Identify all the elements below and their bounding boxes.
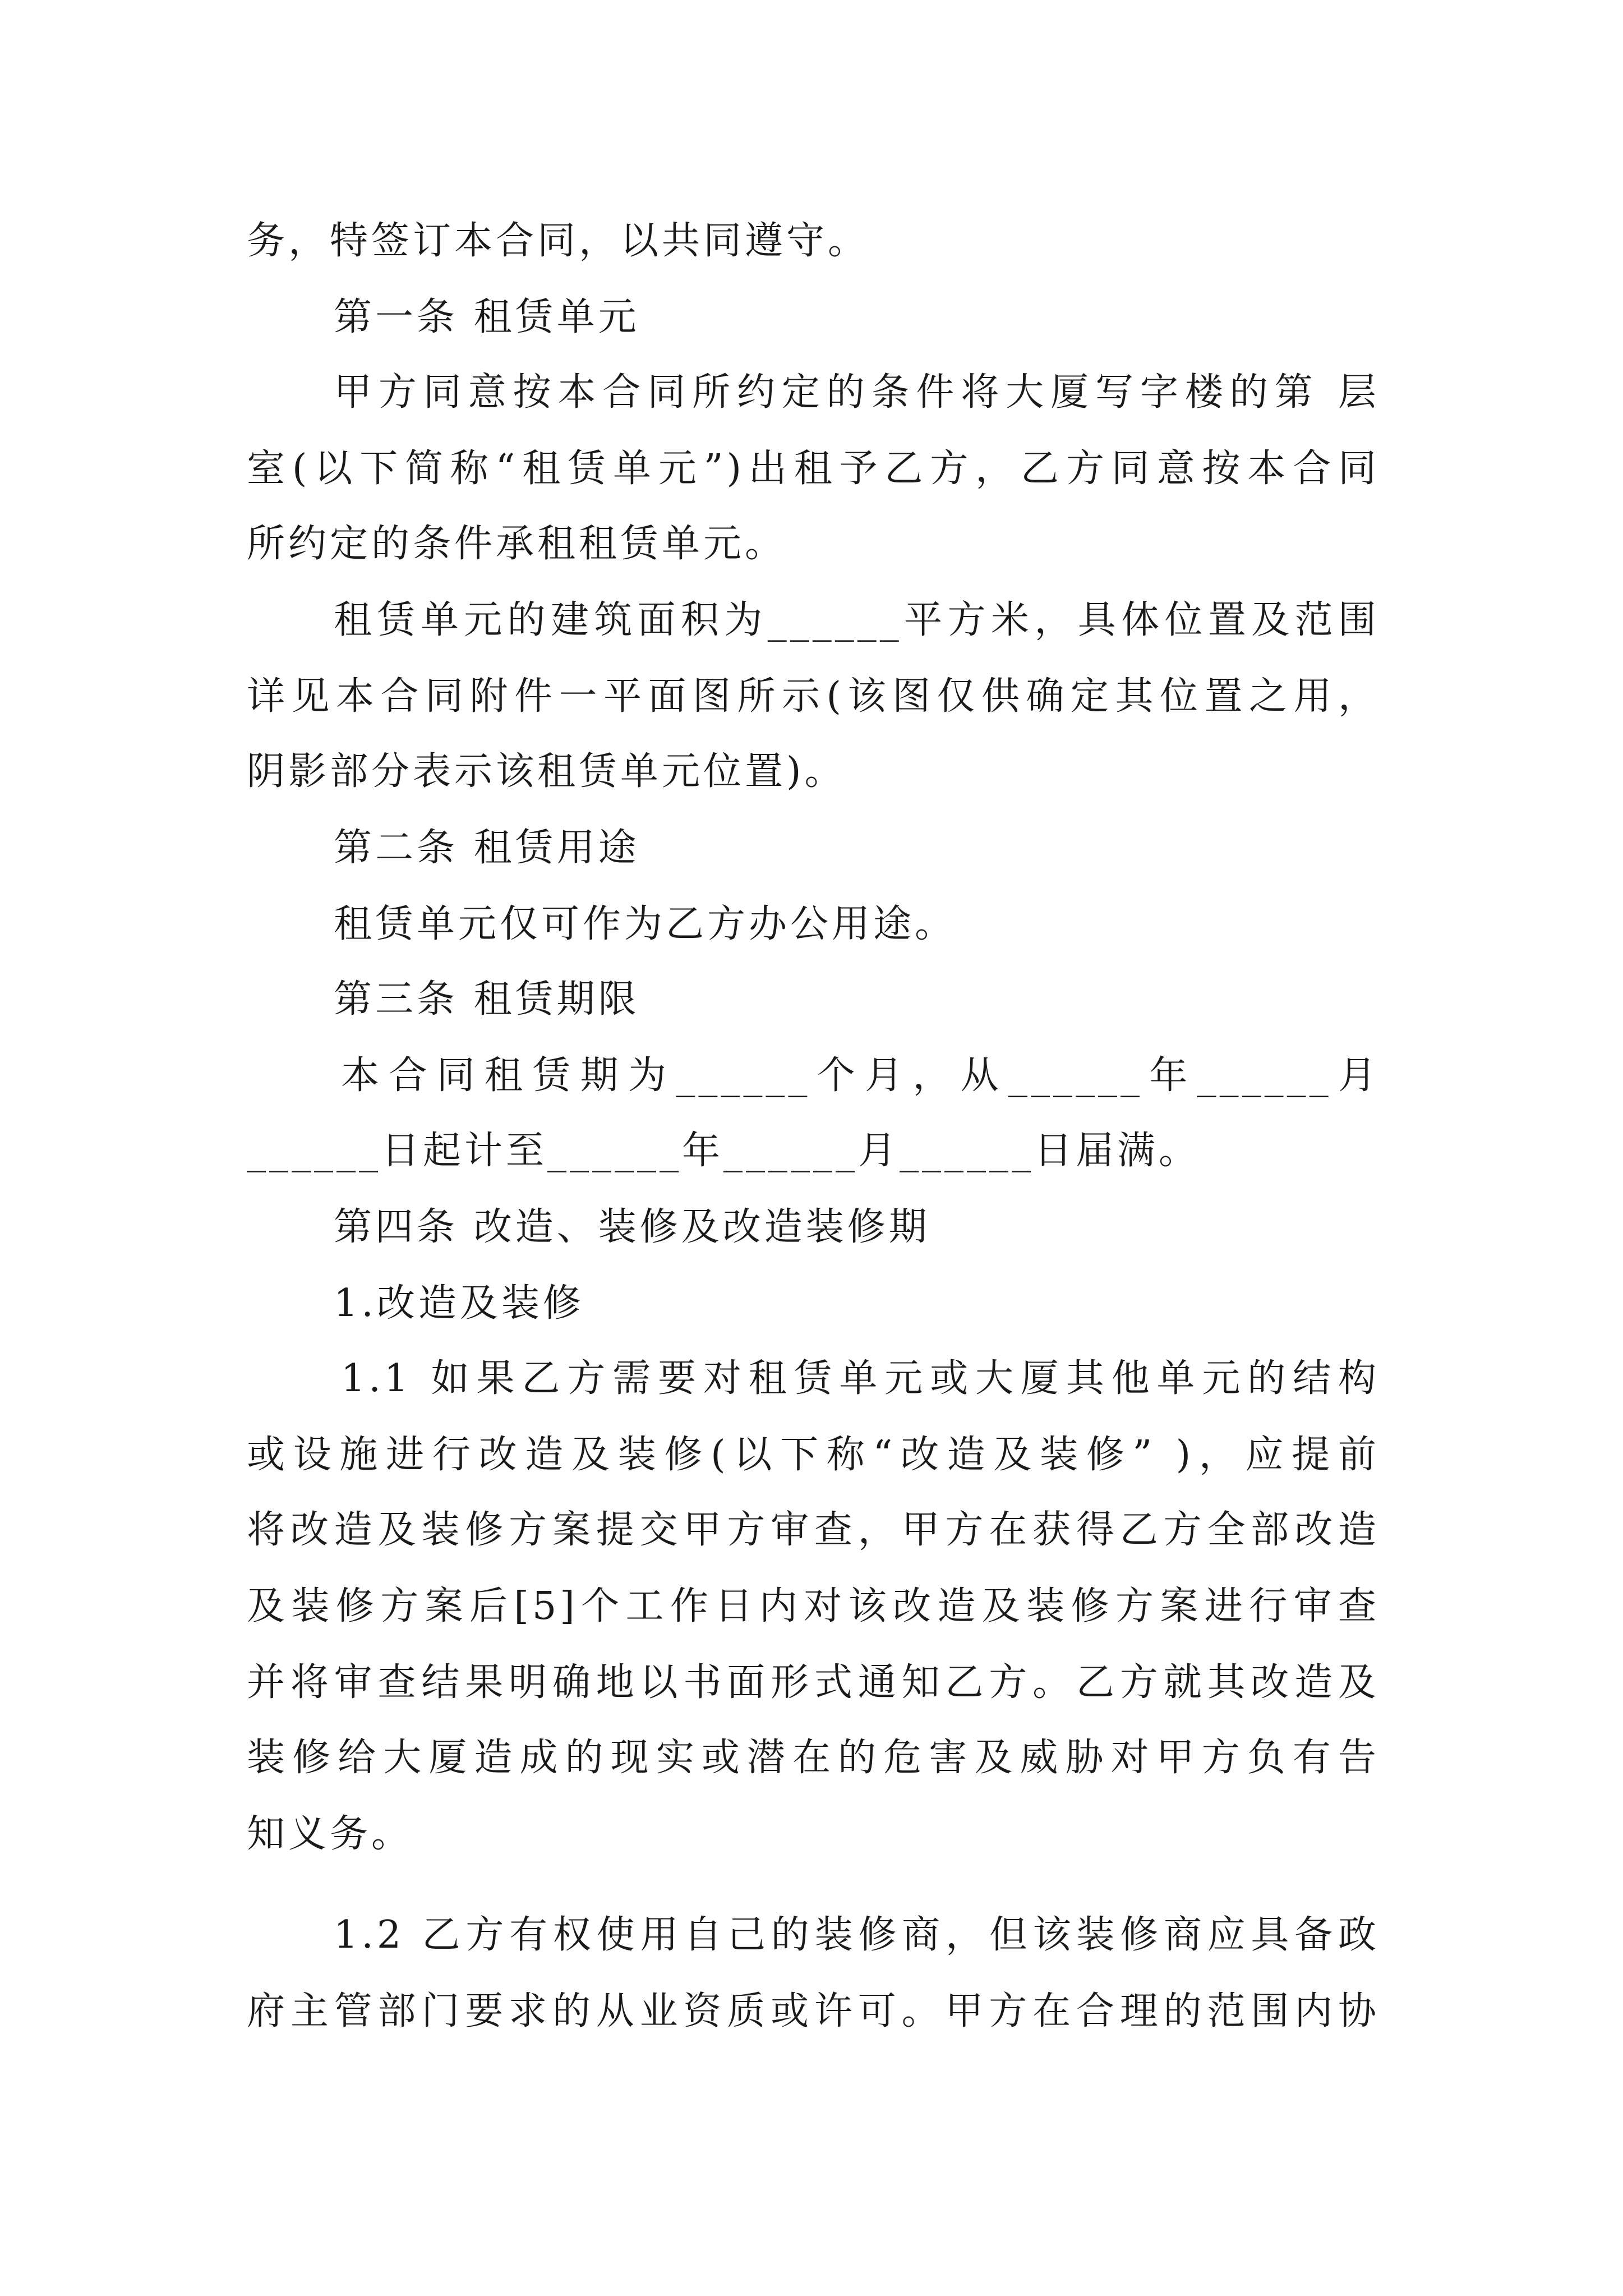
text-line: 府主管部门要求的从业资质或许可。甲方在合理的范围内协 bbox=[247, 1989, 1380, 2033]
text-line: 并将审查结果明确地以书面形式通知乙方。乙方就其改造及 bbox=[247, 1660, 1380, 1705]
text-line: 本合同租赁期为______个月，从______年______月 bbox=[341, 1053, 1380, 1098]
text-line: 1.2 乙方有权使用自己的装修商，但该装修商应具备政 bbox=[334, 1913, 1380, 1957]
text-line: 详见本合同附件一平面图所示(该图仅供确定其位置之用， bbox=[247, 674, 1380, 719]
text-line: 及装修方案后[5]个工作日内对该改造及装修方案进行审查 bbox=[247, 1584, 1380, 1628]
article-heading: 第四条 改造、装修及改造装修期 bbox=[334, 1205, 930, 1249]
article-heading: 第二条 租赁用途 bbox=[334, 826, 640, 870]
text-line: 或设施进行改造及装修(以下称“改造及装修” )，应提前 bbox=[247, 1433, 1380, 1477]
text-line: 装修给大厦造成的现实或潜在的危害及威胁对甲方负有告 bbox=[247, 1736, 1380, 1780]
article-heading: 第三条 租赁期限 bbox=[334, 977, 640, 1022]
text-line: 将改造及装修方案提交甲方审查，甲方在获得乙方全部改造 bbox=[247, 1508, 1380, 1552]
text-line: ______日起计至______年______月______日届满。 bbox=[247, 1129, 1201, 1173]
text-line: 租赁单元仅可作为乙方办公用途。 bbox=[334, 902, 957, 946]
text-line: 务，特签订本合同，以共同遵守。 bbox=[247, 219, 870, 263]
section-heading: 1.改造及装修 bbox=[334, 1281, 584, 1326]
article-heading: 第一条 租赁单元 bbox=[334, 295, 640, 339]
text-line: 室(以下简称“租赁单元”)出租予乙方，乙方同意按本合同 bbox=[247, 447, 1380, 491]
text-line: 知义务。 bbox=[247, 1812, 413, 1856]
text-line: 阴影部分表示该租赁单元位置)。 bbox=[247, 749, 846, 794]
text-line: 甲方同意按本合同所约定的条件将大厦写字楼的第 层 bbox=[334, 370, 1380, 415]
text-line: 所约定的条件承租租赁单元。 bbox=[247, 522, 787, 566]
text-line: 1.1 如果乙方需要对租赁单元或大厦其他单元的结构 bbox=[341, 1356, 1380, 1401]
text-line: 租赁单元的建筑面积为______平方米，具体位置及范围 bbox=[334, 598, 1380, 642]
